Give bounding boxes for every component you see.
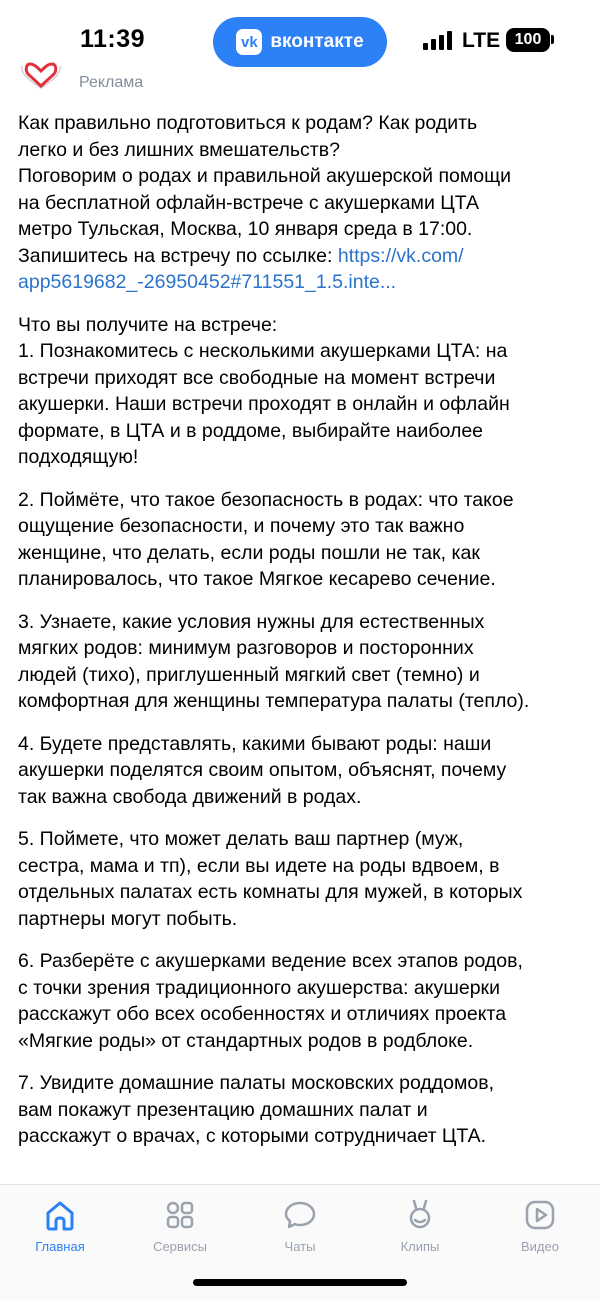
tab-services[interactable] xyxy=(130,1195,230,1254)
signup-link-continuation[interactable]: app5619682_-26950452#711551_1.5.inte... xyxy=(18,271,397,293)
tab-label: Клипы xyxy=(400,1239,440,1254)
services-icon xyxy=(160,1195,200,1235)
tab-chats[interactable] xyxy=(250,1195,350,1254)
post-paragraph-4 xyxy=(18,731,590,811)
tab-label: Видео xyxy=(521,1239,559,1254)
tab-home[interactable] xyxy=(10,1195,110,1254)
post-line: акушерки поделятся своим опытом, объяснят, почему xyxy=(18,759,507,781)
post-line: акушерки. Наши встречи проходят в онлайн и офлайн xyxy=(18,393,510,415)
post-paragraph-5 xyxy=(18,826,590,932)
tab-label: Чаты xyxy=(284,1239,316,1254)
post-line: отдельных палатах есть комнаты для мужей, в которых xyxy=(18,881,523,903)
post-line: 1. Познакомитесь с несколькими акушерками ЦТА: на xyxy=(18,340,508,362)
post-line: расскажут о врачах, с которыми сотрудничает ЦТА. xyxy=(18,1125,487,1147)
status-bar xyxy=(0,0,600,76)
tab-label: Главная xyxy=(35,1239,85,1254)
home-icon xyxy=(40,1195,80,1235)
network-type: LTE xyxy=(462,29,501,52)
heart-logo-icon[interactable] xyxy=(18,62,64,90)
post-line: людей (тихо), приглушенный мягкий свет (темно) и xyxy=(18,663,480,686)
post-paragraph-7 xyxy=(18,1070,590,1150)
vk-app-pill[interactable] xyxy=(213,17,387,67)
post-paragraph-1 xyxy=(18,312,590,471)
post-paragraph-3 xyxy=(18,609,590,715)
tab-video[interactable] xyxy=(490,1195,590,1254)
post-line: 7. Увидите домашние палаты московских роддомов, xyxy=(18,1072,495,1094)
post-line: 5. Поймете, что может делать ваш партнер (муж, xyxy=(18,828,464,850)
signal-icon xyxy=(423,31,452,50)
post-line: встречи приходят все свободные на момент встречи xyxy=(18,366,496,389)
tab-label: Сервисы xyxy=(153,1239,207,1254)
post-line: 2. Поймёте, что такое безопасность в родах: что такое xyxy=(18,488,514,511)
video-icon xyxy=(520,1195,560,1235)
post-cta-line xyxy=(18,243,590,270)
ad-header xyxy=(0,68,600,98)
post-line: планировалось, что такое Мягкое кесарево сечение. xyxy=(18,568,496,590)
post-line: с точки зрения традиционного акушерства: акушерки xyxy=(18,976,500,999)
post-line: мягких родов: минимум разговоров и посторонних xyxy=(18,637,474,659)
post-line: женщине, что делать, если роды пошли не так, как xyxy=(18,541,480,564)
post-line: партнеры могут побыть. xyxy=(18,907,238,930)
post-line: Как правильно подготовиться к родам? Как родить xyxy=(18,112,478,134)
home-indicator xyxy=(193,1279,407,1286)
post-cta-text: Запишитесь на встречу по ссылке: xyxy=(18,244,338,267)
chat-icon xyxy=(280,1195,320,1235)
post-text xyxy=(18,110,590,1166)
post-line: 3. Узнаете, какие условия нужны для естественных xyxy=(18,610,485,633)
status-time: 11:39 xyxy=(80,25,146,53)
vk-logo-icon: vk xyxy=(236,29,262,55)
post-paragraph-2 xyxy=(18,487,590,593)
battery-icon: 100 xyxy=(506,28,550,52)
post-line: комфортная для женщины температура палаты (тепло). xyxy=(18,690,530,712)
post-paragraph-6 xyxy=(18,948,590,1054)
post-line: метро Тульская, Москва, 10 января среда в 17:00. xyxy=(18,218,473,240)
post-line: 4. Будете представлять, какими бывают роды: наши xyxy=(18,732,492,755)
post-line: ощущение безопасности, и почему это так важно xyxy=(18,515,465,537)
vk-app-pill-label: вконтакте xyxy=(270,31,364,52)
tab-clips[interactable] xyxy=(370,1195,470,1254)
post-line: Что вы получите на встрече: xyxy=(18,313,278,336)
post-line: легко и без лишних вмешательств? xyxy=(18,138,340,161)
post-line: 6. Разберёте с акушерками ведение всех этапов родов, xyxy=(18,950,523,972)
signup-link[interactable]: https://vk.com/ xyxy=(337,244,464,267)
post-line: так важна свобода движений в родах. xyxy=(18,785,362,808)
post-line: сестра, мама и тп), если вы идете на роды вдвоем, в xyxy=(18,854,500,877)
battery-tip xyxy=(551,35,554,44)
post-line: Поговорим о родах и правильной акушерской помощи xyxy=(18,165,512,187)
post-line: вам покажут презентацию домашних палат и xyxy=(18,1098,428,1121)
post-line: на бесплатной офлайн-встрече с акушерками ЦТА xyxy=(18,191,479,214)
post-line: формате, в ЦТА и в роддоме, выбирайте наиболее xyxy=(18,419,484,442)
post-line: расскажут обо всех особенностях и отличиях проекта xyxy=(18,1003,507,1025)
ad-label: Реклама xyxy=(79,74,144,91)
clips-icon xyxy=(400,1195,440,1235)
post-line: «Мягкие роды» от стандартных родов в родблоке. xyxy=(18,1029,474,1052)
post-line: подходящую! xyxy=(18,446,139,468)
post-intro-paragraph xyxy=(18,110,590,296)
